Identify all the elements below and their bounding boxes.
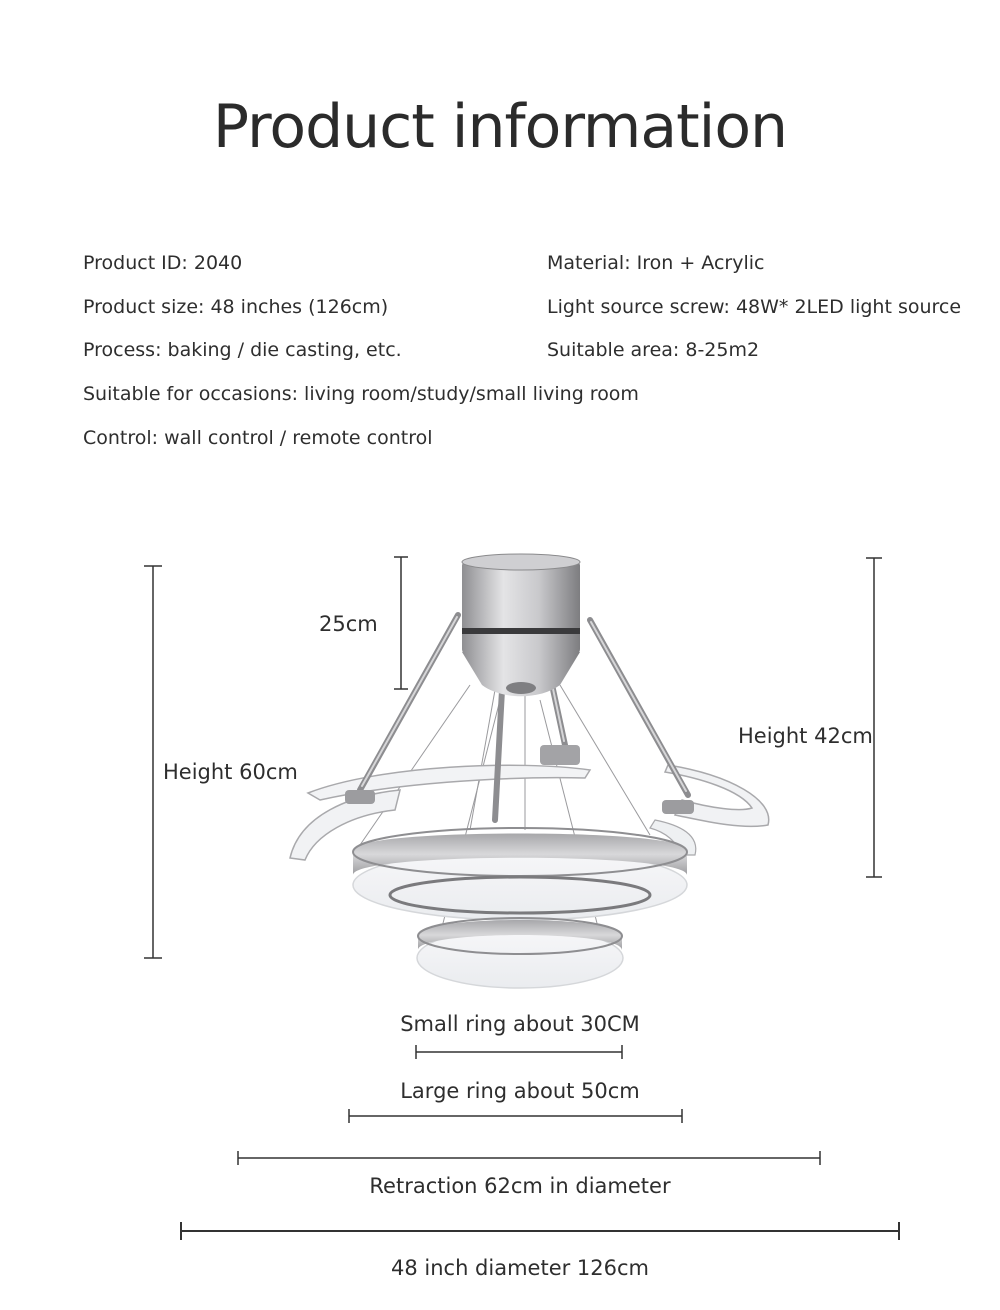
dim-line-large-ring bbox=[349, 1109, 682, 1123]
spec-suitable-area: Suitable area: 8-25m2 bbox=[547, 339, 760, 361]
dim-label-large-ring: Large ring about 50cm bbox=[400, 1079, 640, 1103]
dim-label-small-ring: Small ring about 30CM bbox=[400, 1012, 640, 1036]
dim-line-height-42 bbox=[866, 558, 882, 877]
spec-process: Process: baking / die casting, etc. bbox=[83, 339, 402, 361]
dim-label-height-60: Height 60cm bbox=[163, 760, 298, 784]
dim-label-height-42: Height 42cm bbox=[738, 724, 873, 748]
dim-line-motor bbox=[394, 557, 408, 689]
dim-line-height-60 bbox=[144, 566, 162, 958]
blade-right bbox=[665, 765, 769, 826]
dim-label-motor: 25cm bbox=[319, 612, 378, 636]
dim-line-full-diameter bbox=[181, 1222, 899, 1240]
spec-light-source: Light source screw: 48W* 2LED light source bbox=[547, 296, 962, 318]
spec-control: Control: wall control / remote control bbox=[83, 427, 433, 449]
spec-product-size: Product size: 48 inches (126cm) bbox=[83, 296, 389, 318]
page-title: Product information bbox=[212, 92, 788, 162]
dim-line-retraction bbox=[238, 1151, 820, 1165]
dim-label-retraction: Retraction 62cm in diameter bbox=[369, 1174, 671, 1198]
spec-material: Material: Iron + Acrylic bbox=[547, 252, 765, 274]
dim-line-small-ring bbox=[416, 1045, 622, 1059]
spec-product-id: Product ID: 2040 bbox=[83, 252, 243, 274]
dim-label-full-diameter: 48 inch diameter 126cm bbox=[390, 1256, 650, 1280]
spec-occasions: Suitable for occasions: living room/study/small living room bbox=[83, 383, 639, 405]
